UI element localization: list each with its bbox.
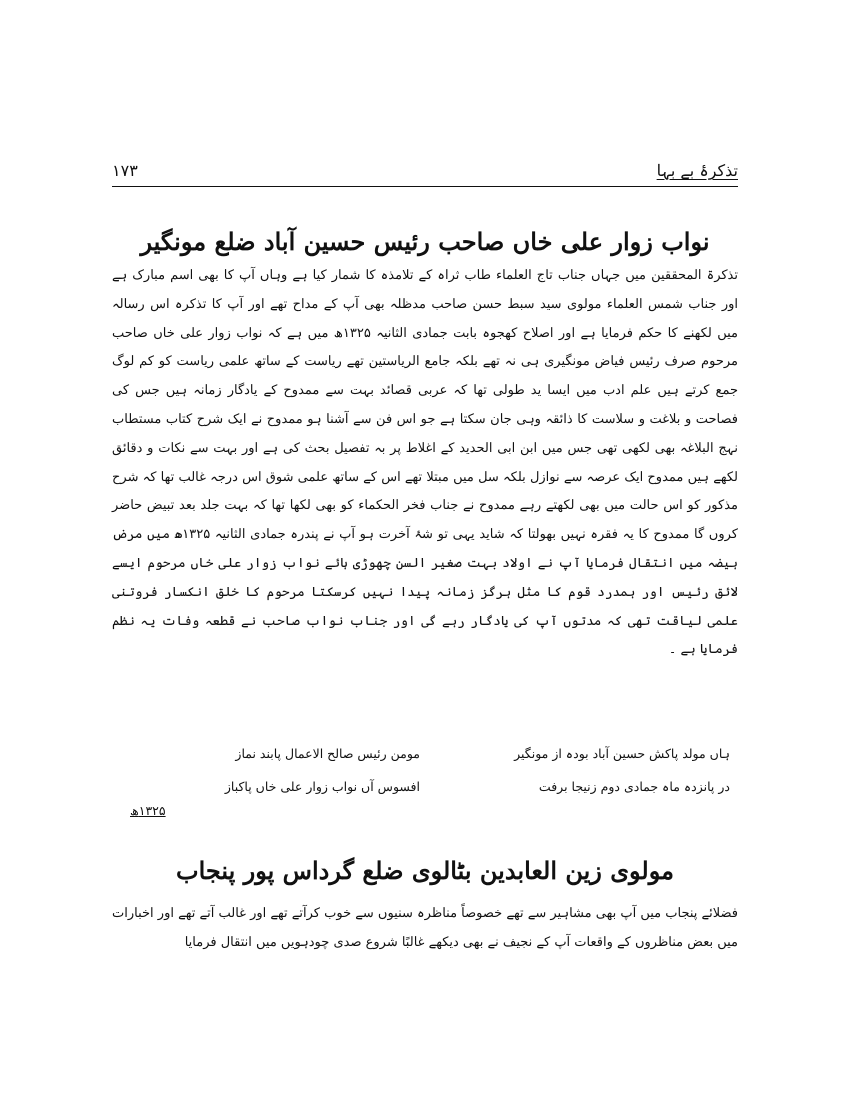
section-heading-nawab-zawwar-ali: نواب زوار علی خاں صاحب رئیس حسین آباد ضلع مونگیر bbox=[140, 227, 710, 256]
running-header bbox=[112, 160, 738, 184]
page-number: ۱۷۳ bbox=[112, 161, 138, 180]
poem-date: ۱۳۲۵ھ bbox=[130, 803, 166, 818]
poem-hemistich: مومن رئیس صالح الاعمال پابند نماز bbox=[235, 746, 420, 761]
poem-hemistich: در پانزدہ ماہ جمادی دوم زنیجا برفت bbox=[538, 779, 730, 794]
section-heading-zainul-abidin: مولوی زین العابدین بٹالوی ضلع گرداس پور پنجاب bbox=[175, 856, 674, 885]
biography-paragraph-nawab: تذکرۃ المحققین میں جہاں جناب تاج العلماء طاب ثراہ کے تلامذہ کا شمار کیا ہے وہاں آپ کا بھی اسم مبارک ہے اور جناب شمس العلماء مولوی سید سبط حسن صاحب مدظلہ بھی آپ کے مداح تھے اور آپ کا تذکرہ اس رسالہ میں لکھنے کا حکم فرمایا ہے اور اصلاح کھجوہ بابت جمادی الثانیہ ۱۳۲۵ھ میں ہے کہ نواب زوار علی خاں صاحب مرحوم صرف رئیس فیاض مونگیری ہی نہ تھے بلکہ جامع الریاستین تھے ریاست کے ساتھ علمی ریاست کو کم لوگ جمع کرتے ہیں علم ادب میں ایسا ید طولی تھا کہ عربی قصائد بہت سے ممدوح کے یادگار زمانہ ہیں جس کی فصاحت و بلاغت و سلاست کا ذائقہ وہی جان سکتا ہے جو اس فن سے آشنا ہو ممدوح نے ایک شرح کتاب مستطاب نہج البلاغہ بھی لکھی تھی جس میں ابن ابی الحدید کے اغلاط پر بہ تفصیل بحث کی ہے اور بہت سے نکات و دقائق لکھے ہیں ممدوح ایک عرصہ سے نوازل بلکہ سل میں مبتلا تھے اس کے ساتھ علمی شوق اس درجہ غالب تھا کہ شرح مذکور کو اس حالت میں بھی لکھتے رہے ممدوح نے جناب فخر الحکماء کو بھی لکھا تھا کہ بہت جلد بعد تبیض حاضر کروں گا ممدوح کا یہ فقرہ نہیں بھولتا کہ شاید یہی تو شۂ آخرت ہو آپ نے پندرہ جمادی الثانیہ ۱۳۲۵ھ میں مرض ہیضہ میں انتقال فرمایا آپ نے اولاد بہت صغیر السن چھوڑی ہائے نواب زوار علی خاں مرحوم ایسے لائق رئیس اور ہمدرد قوم کا مثل ہرگز زمانہ پیدا نہیں کرسکتا مرحوم کا خلق انکسار فروتنی علمی لیاقت تھی کہ مدتوں آپ کی یادگار رہے گی اور جناب نواب صاحب نے قطعہ وفات یہ نظم فرمایا ہے ۔ bbox=[112, 268, 738, 658]
biography-paragraph-zainul-abidin: فضلائے پنجاب میں آپ بھی مشاہیر سے تھے خصوصاً مناظرہ سنیوں سے خوب کرآتے تھے اور غالب آتے تھے اور اخبارات میں بعض مناظروں کے واقعات آپ کے نجیف نے بھی دیکھے غالبًا شروع صدی چودہویں میں انتقال فرمایا bbox=[112, 906, 738, 950]
poem-verse bbox=[130, 770, 730, 803]
header-rule bbox=[112, 186, 738, 187]
poem-hemistich: افسوس آں نواب زوار علی خاں پاکباز bbox=[224, 779, 420, 794]
running-title: تذکرۂ بے بہا bbox=[656, 161, 738, 180]
poem-verse bbox=[130, 737, 730, 770]
poem-hemistich: ہاں مولد پاکش حسین آباد بودہ از مونگیر bbox=[514, 746, 730, 761]
elegy-poem bbox=[130, 737, 730, 818]
